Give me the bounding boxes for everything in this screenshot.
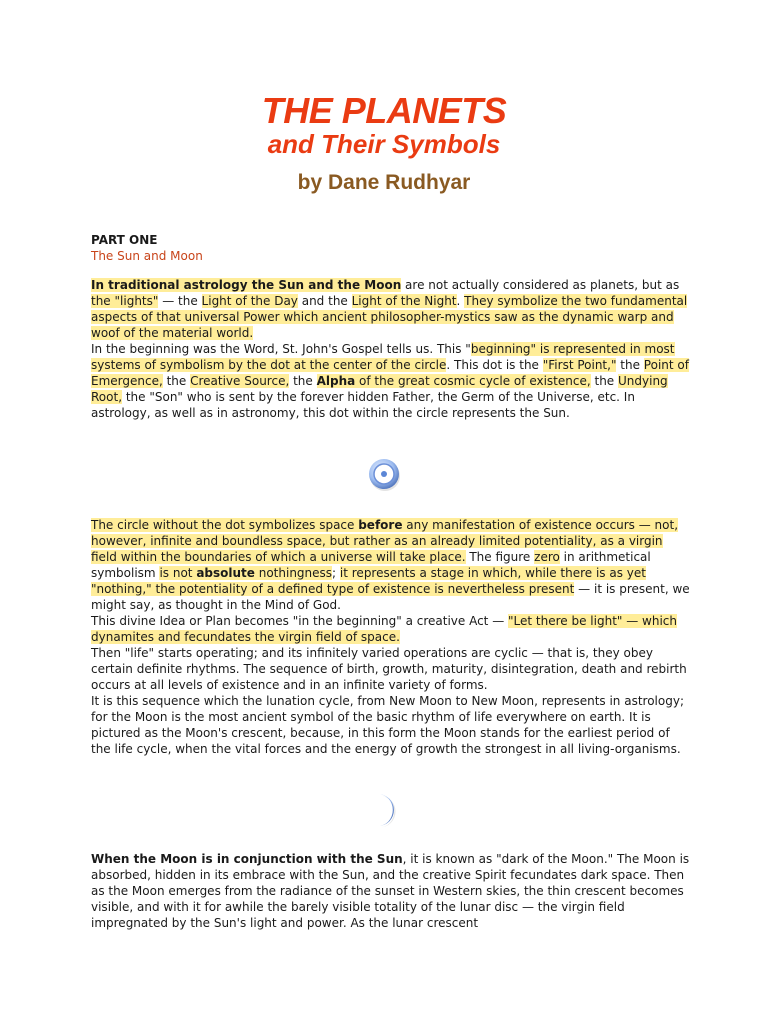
text-run: — the <box>158 294 202 308</box>
text-run: , it is known as "dark of the Moon." The Moon is absorbed, hidden in its embrace with the Sun, and the creative Spirit fecundates dark space. Then as the Moon emerges from the radiance of the sunset in Western skies, the thin crescent becomes visible, and with it for awhile the barely visible totality of the lunar disc — the virgin field impregnated by the Sun's light and power. As the lunar crescent <box>91 852 690 930</box>
text-run: In the beginning was the Word, St. John's Gospel tells us. This " <box>91 342 471 356</box>
sun-symbol-icon <box>366 456 402 492</box>
text-block-1 <box>91 277 691 421</box>
text-run: . This dot is the <box>446 358 543 372</box>
part-label: PART ONE <box>91 233 158 247</box>
banner-subtitle: and Their Symbols <box>267 129 501 159</box>
highlighted-text: The circle without the dot symbolizes space <box>91 518 359 532</box>
text-run: . <box>456 294 465 308</box>
paragraph <box>91 341 691 421</box>
highlighted-text: of the great cosmic cycle of existence, <box>355 374 591 388</box>
text-run: the <box>590 374 618 388</box>
paragraph <box>91 693 691 757</box>
highlighted-text: it represents a stage in which, while there is as yet "nothing," the potentiality of a defined type of existence is nevertheless present <box>91 566 646 596</box>
highlighted-text: Light of the Day <box>201 294 298 308</box>
highlighted-text: nothingness <box>254 566 333 580</box>
paragraph <box>91 645 691 693</box>
section-title: The Sun and Moon <box>91 249 203 263</box>
paragraph <box>91 277 691 341</box>
highlighted-text: Light of the Night <box>351 294 457 308</box>
highlighted-text: before <box>358 518 403 532</box>
highlighted-text: "First Point," <box>542 358 617 372</box>
paragraph <box>91 517 691 613</box>
text-run: the <box>616 358 644 372</box>
banner-title: THE PLANETS <box>261 90 507 131</box>
text-block-2 <box>91 517 691 757</box>
part-heading <box>91 232 691 264</box>
text-run: the "Son" who is sent by the forever hidden Father, the Germ of the Universe, etc. In astrology, as well as in astronomy, this dot within the circle represents the Sun. <box>91 390 635 420</box>
text-run: When the Moon is in conjunction with the Sun <box>91 852 403 866</box>
highlighted-text: beginning" is represented in most systems of symbolism by the dot at the center of the circle <box>91 342 675 372</box>
highlighted-text: Point of Emergence, <box>91 358 689 388</box>
highlighted-text: the "lights" <box>91 294 159 308</box>
highlighted-text: "Let there be light" — which dynamites and fecundates the virgin field of space. <box>91 614 678 644</box>
text-run: the <box>289 374 317 388</box>
paragraph <box>91 851 691 931</box>
text-run: are not actually considered as planets, but as <box>401 278 680 292</box>
highlighted-text: They symbolize the two fundamental aspects of that universal Power which ancient philosopher-mystics saw as the dynamic warp and woof of the material world. <box>91 294 688 340</box>
text-run: The figure <box>465 550 535 564</box>
text-run: — it is present, we might say, as thought in the Mind of God. <box>91 582 690 612</box>
highlighted-text: Undying Root, <box>91 374 668 404</box>
highlighted-text: Alpha <box>316 374 356 388</box>
text-run: This divine Idea or Plan becomes "in the beginning" a creative Act — <box>91 614 509 628</box>
highlighted-text: is not <box>159 566 197 580</box>
text-run: and the <box>297 294 352 308</box>
text-run: the <box>162 374 191 388</box>
highlighted-text: In traditional astrology the Sun and the Moon <box>91 278 402 292</box>
text-run: ; <box>332 566 340 580</box>
text-run: in arithmetical symbolism <box>91 550 651 580</box>
highlighted-text: zero <box>534 550 560 564</box>
banner-author: by Dane Rudhyar <box>297 171 471 194</box>
text-block-3 <box>91 851 691 931</box>
highlighted-text: absolute <box>196 566 255 580</box>
text-run: Then "life" starts operating; and its infinitely varied operations are cyclic — that is, they obey certain definite rhythms. The sequence of birth, growth, maturity, disintegration, death and rebirth occurs at all levels of existence and in an infinite variety of forms. <box>91 646 687 692</box>
highlighted-text: Creative Source, <box>190 374 290 388</box>
moon-crescent-icon <box>366 790 402 830</box>
text-run: It is this sequence which the lunation cycle, from New Moon to New Moon, represents in astrology; for the Moon is the most ancient symbol of the basic rhythm of life everywhere on earth. It is pictured as the Moon's crescent, because, in this form the Moon stands for the earliest period of the life cycle, when the vital forces and the energy of growth the strongest in all living-organisms. <box>91 694 684 756</box>
title-banner <box>236 84 532 202</box>
highlighted-text: any manifestation of existence occurs — not, however, infinite and boundless space, but rather as an already limited potentiality, as a virgin field within the boundaries of which a universe will take place. <box>91 518 679 564</box>
paragraph <box>91 613 691 645</box>
